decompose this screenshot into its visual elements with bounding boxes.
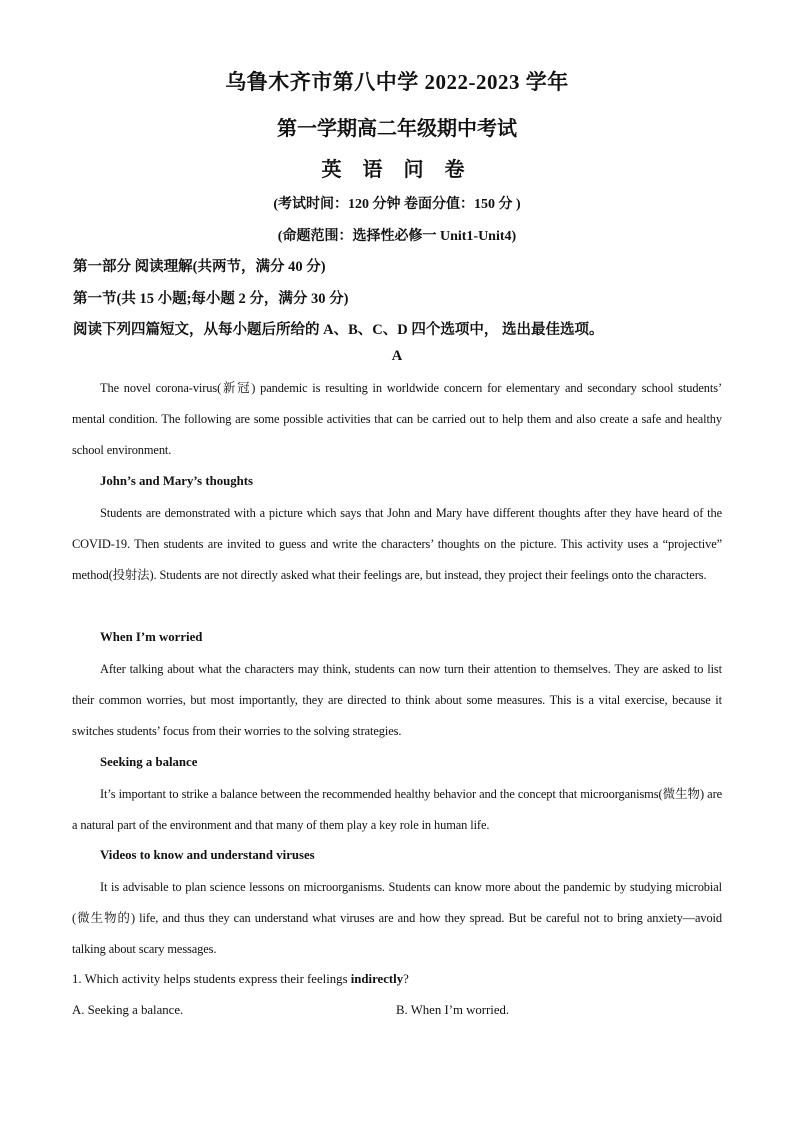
- reading-instruction: 阅读下列四篇短文，从每小题后所给的 A、B、C、D 四个选项中， 选出最佳选项。: [73, 322, 604, 338]
- exam-title-school: 乌鲁木齐市第八中学 2022-2023 学年: [225, 70, 569, 94]
- passage-intro: The novel corona-virus(新冠) pandemic is resulting in worldwide concern for elementary and secondary school students’ mental condition. The following are some possible activities that can be carried out to help them and also create a safe and healthy school environment.: [72, 381, 722, 458]
- exam-title-subject: 英 语 问 卷: [321, 159, 473, 181]
- passage-letter: A: [391, 348, 403, 364]
- question-1: [72, 972, 409, 987]
- section-heading: John’s and Mary’s thoughts: [100, 474, 253, 488]
- section-heading: Seeking a balance: [100, 755, 198, 769]
- question-emphasis: indirectly: [350, 972, 404, 986]
- question-suffix: ?: [403, 972, 409, 986]
- question-text: 1. Which activity helps students express their feelings: [72, 972, 351, 986]
- section-text: Students are demonstrated with a picture which says that John and Mary have different thoughts after they have heard of the COVID-19. Then students are invited to guess and write the characters’ thoughts on the picture. This activity uses a “projective” method(投射法). Students are not directly asked what their feelings are, but instead, they project their feelings onto the characters.: [72, 506, 722, 583]
- exam-info: (考试时间：120 分钟 卷面分值：150 分 ): [273, 197, 521, 212]
- section-heading: Videos to know and understand viruses: [100, 848, 315, 862]
- part1-title: 第一部分 阅读理解(共两节，满分 40 分): [73, 259, 326, 275]
- exam-scope: (命题范围：选择性必修一 Unit1-Unit4): [277, 229, 517, 244]
- section-text: It’s important to strike a balance between the recommended healthy behavior and the concept that microorganisms(微生物) are a natural part of the environment and that many of them play a key role in human life.: [72, 787, 722, 833]
- section-text: It is advisable to plan science lessons on microorganisms. Students can know more about the pandemic by studying microbial (微生物的) life, and thus they can understand what viruses are and how they spread. But be careful not to bring anxiety—avoid talking about scary messages.: [72, 880, 722, 957]
- section-heading: When I’m worried: [100, 630, 203, 644]
- option-a: A. Seeking a balance.: [72, 1003, 184, 1017]
- section-text: After talking about what the characters may think, students can now turn their attention to themselves. They are asked to list their common worries, but most importantly, they are directed to think about some measures. This is a vital exercise, because it switches students’ focus from their worries to the solving strategies.: [72, 662, 722, 739]
- exam-title-term: 第一学期高二年级期中考试: [277, 118, 517, 140]
- section1-title: 第一节(共 15 小题;每小题 2 分，满分 30 分): [73, 291, 349, 307]
- option-b: B. When I’m worried.: [396, 1003, 510, 1017]
